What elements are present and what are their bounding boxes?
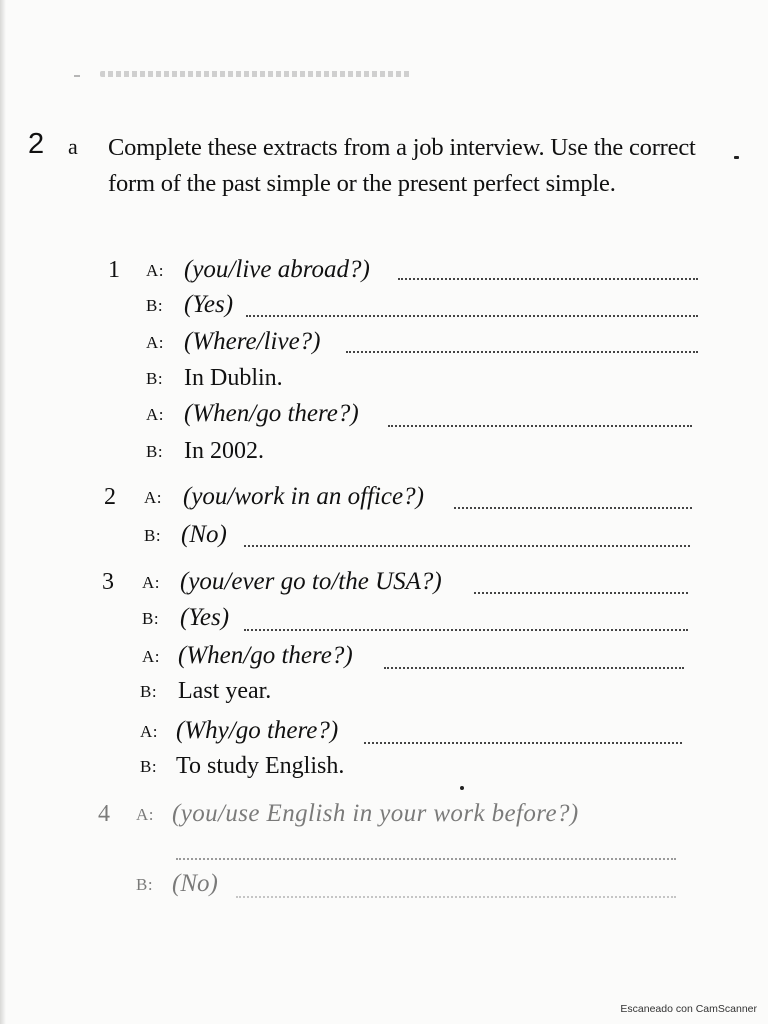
dialogue-line bbox=[0, 675, 768, 707]
given-answer: In Dublin. bbox=[184, 365, 283, 391]
item-number: 3 bbox=[102, 569, 114, 595]
item-number: 4 bbox=[98, 801, 110, 827]
speaker-label: B: bbox=[146, 369, 164, 388]
dialogue-line bbox=[0, 715, 768, 747]
faded-header-text bbox=[74, 66, 419, 84]
prompt-cue: (When/go there?) bbox=[184, 400, 359, 427]
prompt-cue: (you/use English in your work before?) bbox=[172, 800, 579, 827]
dialogue-line bbox=[0, 519, 768, 551]
item-number: 1 bbox=[108, 257, 120, 283]
prompt-cue: (you/live abroad?) bbox=[184, 256, 370, 283]
answer-blank[interactable] bbox=[176, 858, 676, 860]
speaker-label: B: bbox=[146, 442, 164, 461]
exercise-instructions: Complete these extracts from a job interview. Use the correct form of the past simple or the present perfect simple. bbox=[108, 134, 696, 197]
speaker-label: B: bbox=[140, 682, 158, 701]
dialogue-line bbox=[0, 602, 768, 634]
dialogue-line bbox=[0, 750, 768, 782]
dialogue-line bbox=[0, 326, 768, 358]
dialogue-line bbox=[0, 254, 768, 286]
prompt-cue: (No) bbox=[181, 521, 227, 548]
dialogue-line bbox=[0, 798, 768, 830]
speaker-label: A: bbox=[140, 722, 158, 741]
exercise-part-letter: a bbox=[68, 134, 78, 159]
speaker-label: A: bbox=[136, 805, 154, 824]
speaker-label: A: bbox=[142, 647, 160, 666]
answer-blank[interactable] bbox=[454, 507, 692, 509]
scan-speck bbox=[734, 156, 739, 159]
item-number: 2 bbox=[104, 484, 116, 510]
answer-blank[interactable] bbox=[346, 351, 698, 353]
prompt-cue: (Where/live?) bbox=[184, 328, 321, 355]
prompt-cue: (you/ever go to/the USA?) bbox=[180, 568, 442, 595]
dialogue-line bbox=[0, 481, 768, 513]
speaker-label: A: bbox=[144, 488, 162, 507]
dialogue-line bbox=[0, 398, 768, 430]
scanner-watermark: Escaneado con CamScanner bbox=[620, 1003, 757, 1015]
given-answer: In 2002. bbox=[184, 438, 264, 464]
scan-speck bbox=[460, 786, 464, 790]
answer-blank[interactable] bbox=[244, 629, 688, 631]
speaker-label: B: bbox=[142, 609, 160, 628]
dialogue-line bbox=[0, 566, 768, 598]
prompt-cue: (Yes) bbox=[180, 604, 230, 631]
dialogue-line bbox=[0, 362, 768, 394]
given-answer: Last year. bbox=[178, 678, 272, 704]
speaker-label: B: bbox=[140, 757, 158, 776]
exercise-number: 2 bbox=[28, 128, 45, 160]
dialogue-line bbox=[0, 868, 768, 900]
answer-blank[interactable] bbox=[398, 278, 698, 280]
answer-blank[interactable] bbox=[246, 315, 698, 317]
speaker-label: B: bbox=[146, 296, 164, 315]
speaker-label: A: bbox=[146, 333, 164, 352]
speaker-label: B: bbox=[144, 526, 162, 545]
dialogue-line bbox=[0, 289, 768, 321]
dialogue-line bbox=[0, 640, 768, 672]
given-answer: To study English. bbox=[176, 753, 345, 779]
speaker-label: A: bbox=[142, 573, 160, 592]
answer-blank[interactable] bbox=[474, 592, 688, 594]
prompt-cue: (you/work in an office?) bbox=[183, 483, 424, 510]
answer-blank[interactable] bbox=[236, 896, 676, 898]
speaker-label: A: bbox=[146, 405, 164, 424]
answer-blank[interactable] bbox=[244, 545, 690, 547]
answer-blank[interactable] bbox=[384, 667, 684, 669]
answer-blank[interactable] bbox=[364, 742, 682, 744]
prompt-cue: (Yes) bbox=[184, 291, 234, 318]
speaker-label: A: bbox=[146, 261, 164, 280]
dialogue-line bbox=[0, 435, 768, 467]
answer-blank[interactable] bbox=[388, 425, 692, 427]
prompt-cue: (Why/go there?) bbox=[176, 717, 339, 744]
prompt-cue: (No) bbox=[172, 870, 218, 897]
speaker-label: B: bbox=[136, 875, 154, 894]
prompt-cue: (When/go there?) bbox=[178, 642, 353, 669]
